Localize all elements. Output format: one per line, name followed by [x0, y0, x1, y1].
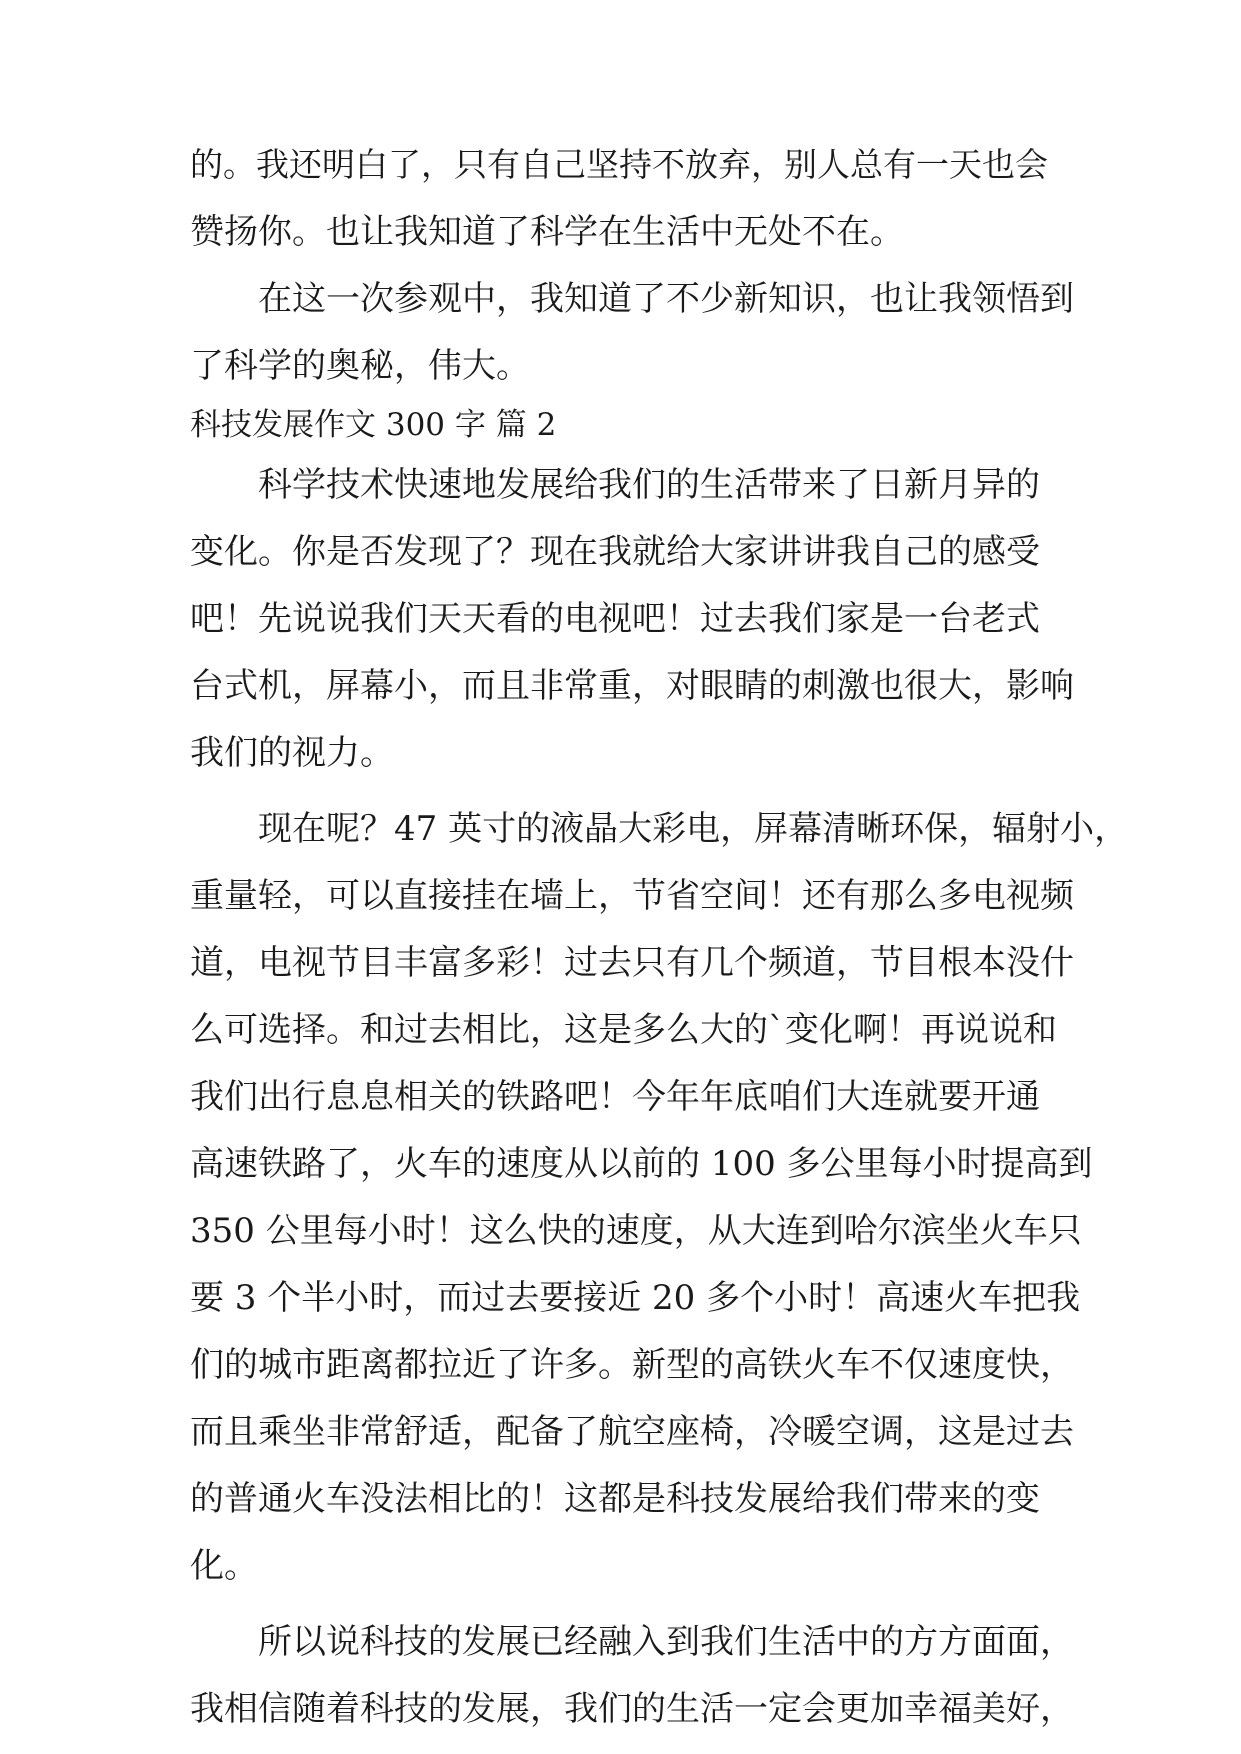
paragraph-text: 么可选择。和过去相比，这是多么大的`变化啊！再说说和 [190, 1010, 1057, 1050]
paragraph-line [190, 336, 1050, 396]
paragraph-text: 而且乘坐非常舒适，配备了航空座椅，冷暖空调，这是过去 [190, 1412, 1074, 1452]
paragraph-line [190, 1201, 1082, 1261]
paragraph-line [190, 1335, 1074, 1395]
paragraph-text: 现在呢？47 英寸的液晶大彩电，屏幕清晰环保，辐射小， [258, 809, 1129, 849]
paragraph-line [190, 1000, 1057, 1060]
paragraph-text: 所以说科技的发展已经融入到我们生活中的方方面面， [258, 1622, 1074, 1662]
paragraph-text: 台式机，屏幕小，而且非常重，对眼睛的刺激也很大，影响 [190, 666, 1074, 706]
paragraph-line [190, 522, 1050, 582]
section-heading [190, 395, 1050, 455]
section-heading-text: 科技发展作文 300 字 篇 2 [190, 407, 557, 443]
paragraph-line [190, 1402, 1074, 1462]
paragraph-line [190, 1679, 1074, 1739]
paragraph-text: 道，电视节目丰富多彩！过去只有几个频道，节目根本没什 [190, 943, 1074, 983]
paragraph-line [190, 1134, 1093, 1194]
paragraph-text: 的普通火车没法相比的！这都是科技发展给我们带来的变 [190, 1479, 1040, 1519]
paragraph-line [258, 455, 1050, 515]
paragraph-text: 重量轻，可以直接挂在墙上，节省空间！还有那么多电视频 [190, 876, 1074, 916]
paragraph-text: 们的城市距离都拉近了许多。新型的高铁火车不仅速度快， [190, 1345, 1074, 1385]
paragraph-text: 我们出行息息相关的铁路吧！今年年底咱们大连就要开通 [190, 1077, 1040, 1117]
paragraph-text: 了科学的奥秘，伟大。 [190, 346, 530, 386]
paragraph-line [190, 723, 1050, 783]
paragraph-text: 要 3 个半小时，而过去要接近 20 多个小时！高速火车把我 [190, 1278, 1081, 1318]
paragraph-line [190, 1536, 1050, 1596]
paragraph-text: 吧！先说说我们天天看的电视吧！过去我们家是一台老式 [190, 599, 1040, 639]
paragraph-line [190, 656, 1074, 716]
paragraph-text: 赞扬你。也让我知道了科学在生活中无处不在。 [190, 212, 904, 252]
paragraph-line [190, 1268, 1081, 1328]
paragraph-text: 在这一次参观中，我知道了不少新知识，也让我领悟到 [258, 279, 1074, 319]
paragraph-text: 化。 [190, 1546, 258, 1586]
paragraph-text: 高速铁路了，火车的速度从以前的 100 多公里每小时提高到 [190, 1144, 1093, 1184]
paragraph-line [190, 933, 1074, 993]
paragraph-line [258, 799, 1129, 859]
paragraph-line [190, 589, 1050, 649]
paragraph-text: 变化。你是否发现了？现在我就给大家讲讲我自己的感受 [190, 532, 1040, 572]
paragraph-text: 我们的视力。 [190, 733, 394, 773]
paragraph-text: 350 公里每小时！这么快的速度，从大连到哈尔滨坐火车只 [190, 1211, 1082, 1251]
paragraph-line [190, 202, 1050, 262]
paragraph-line [190, 1469, 1050, 1529]
paragraph-text: 的。我还明白了，只有自己坚持不放弃，别人总有一天也会 [190, 145, 1048, 184]
paragraph-line [190, 866, 1074, 926]
paragraph-line [190, 135, 1050, 195]
paragraph-text: 我相信随着科技的发展，我们的生活一定会更加幸福美好， [190, 1689, 1074, 1729]
paragraph-line [258, 1612, 1074, 1672]
paragraph-line [190, 1067, 1050, 1127]
paragraph-text: 科学技术快速地发展给我们的生活带来了日新月异的 [258, 465, 1040, 505]
paragraph-line [258, 269, 1074, 329]
